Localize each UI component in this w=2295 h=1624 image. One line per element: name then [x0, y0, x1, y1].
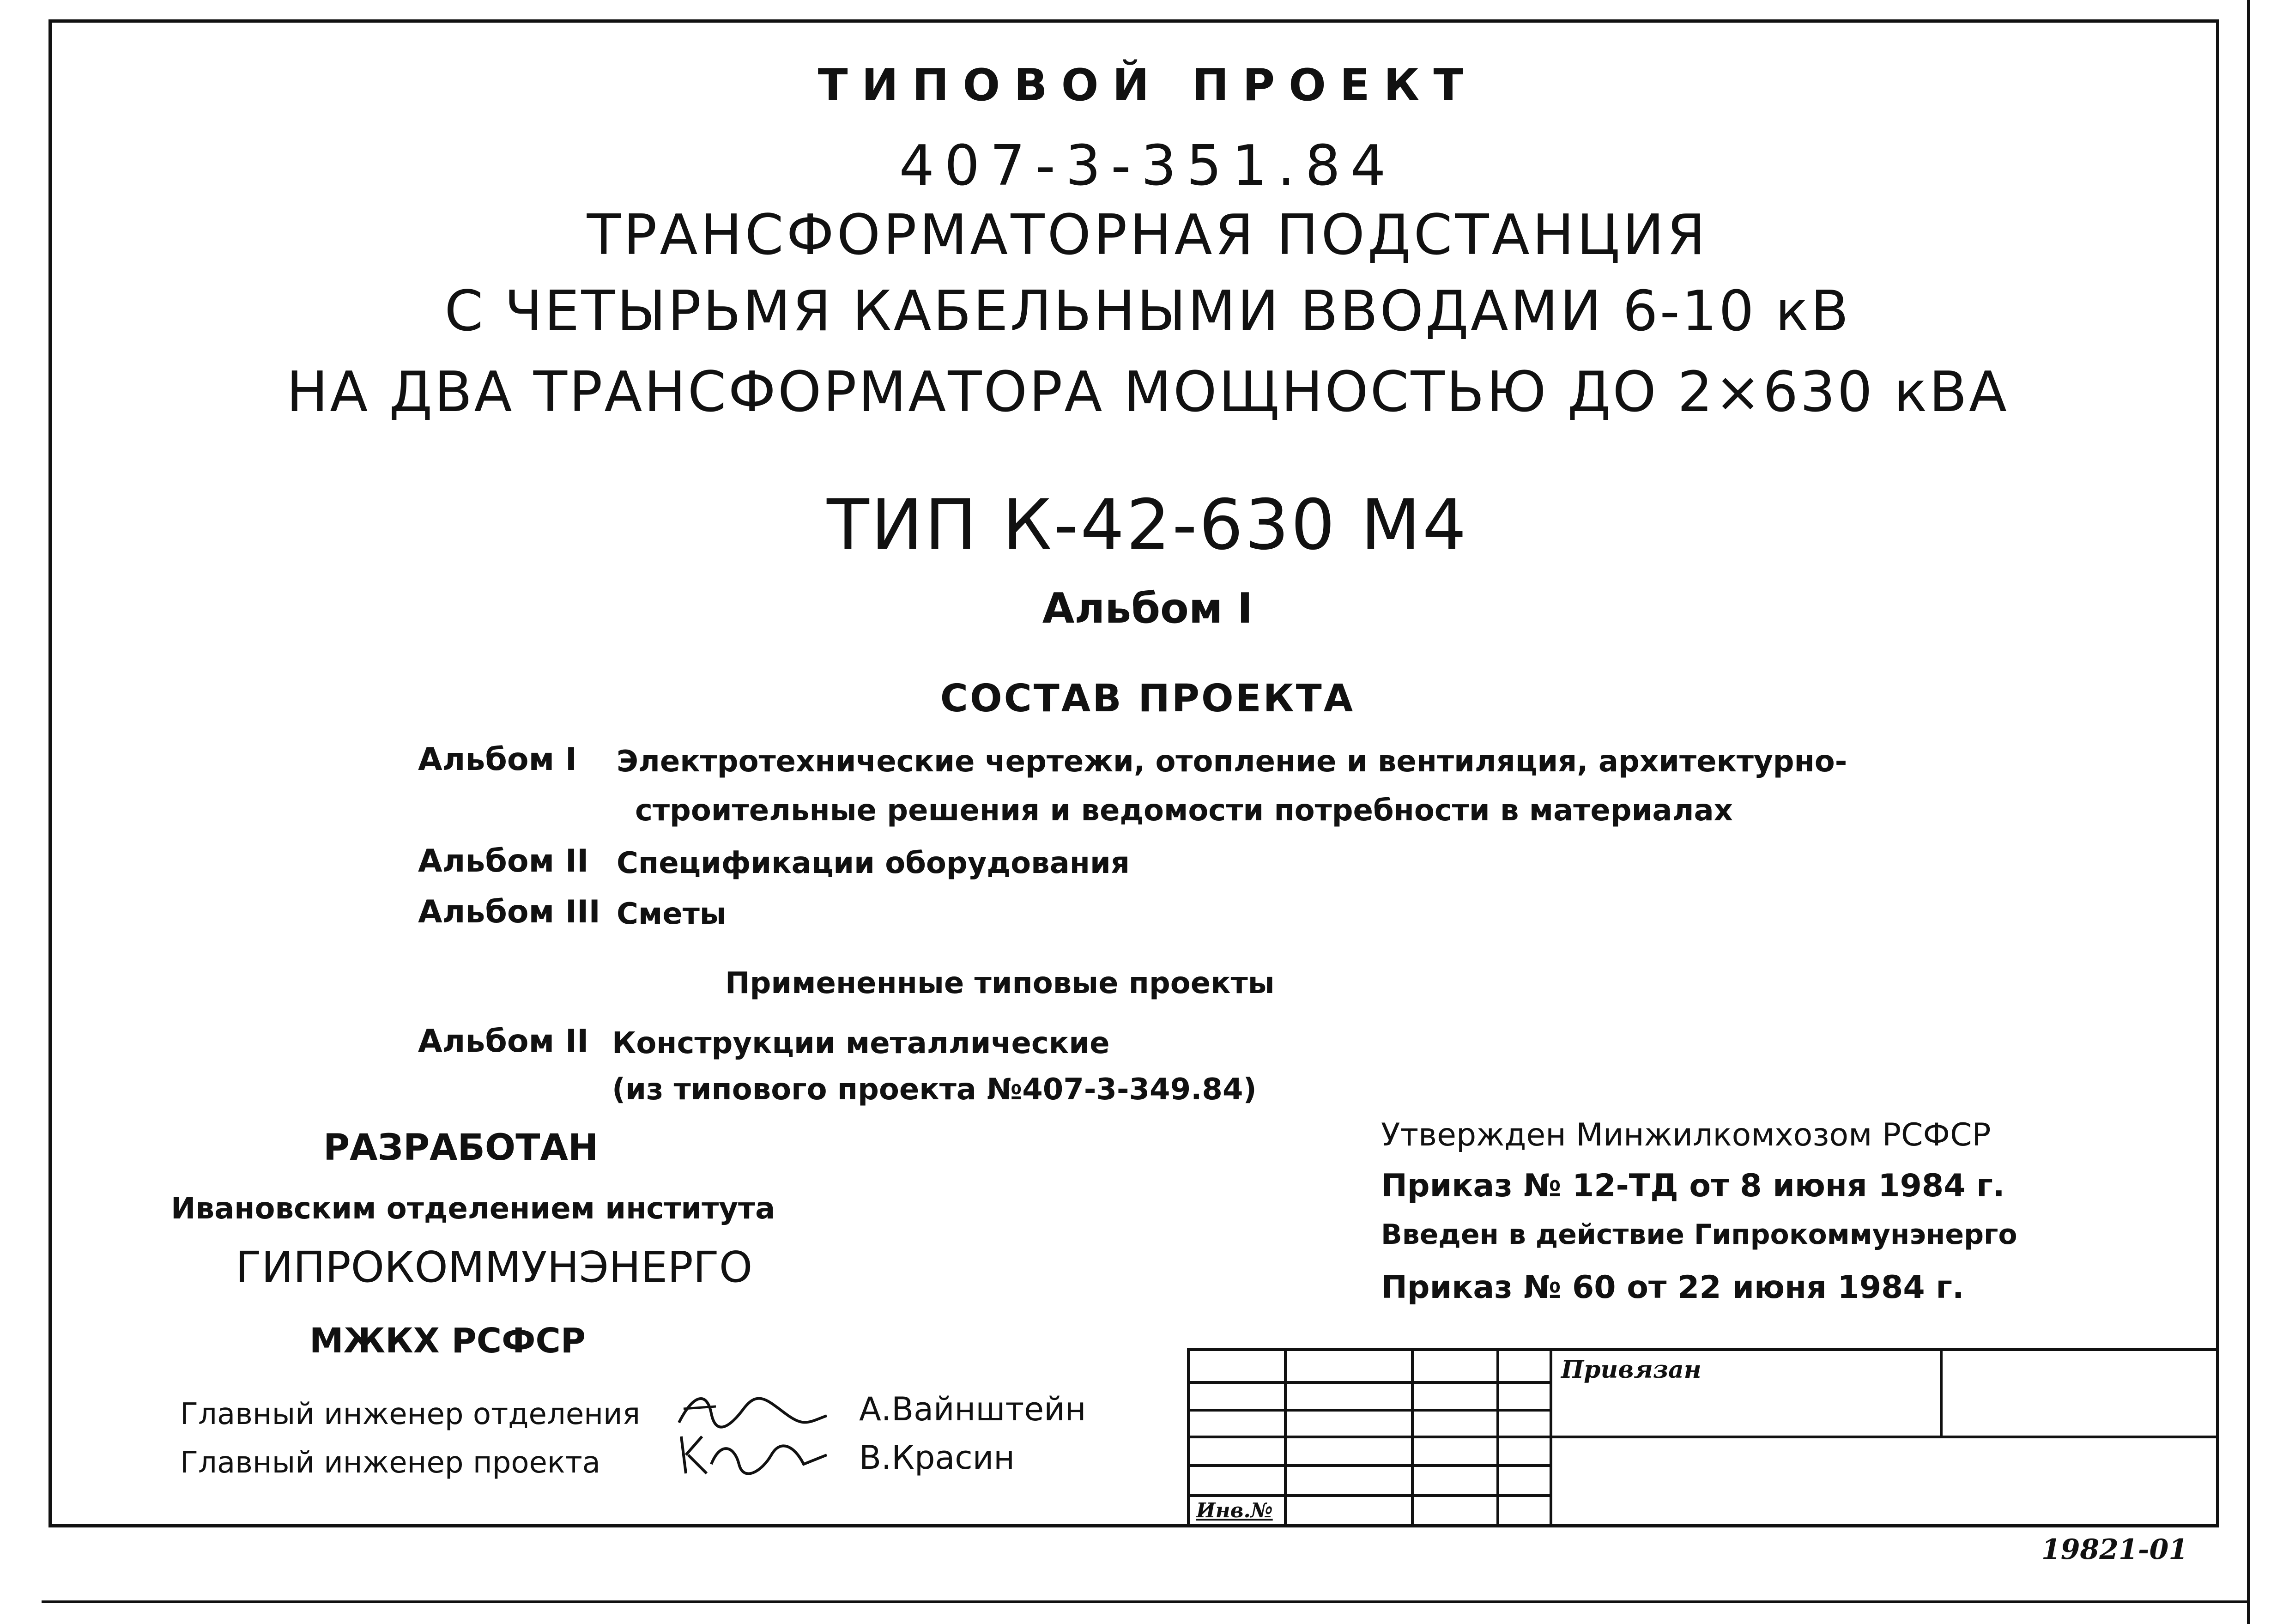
album-1-text: Электротехнические чертежи, отопление и вентиляция, архитектурно-	[617, 745, 1847, 779]
album-1-name: Альбом I	[418, 741, 577, 778]
album-3-name: Альбом III	[418, 894, 600, 930]
composition-heading: СОСТАВ ПРОЕКТА	[940, 677, 1355, 721]
approval-line-4: Приказ № 60 от 22 июня 1984 г.	[1381, 1269, 1964, 1306]
album-label: Альбом I	[1042, 584, 1253, 633]
project-number: 407-3-351.84	[899, 134, 1396, 198]
album-1-text-cont: строительные решения и ведомости потребности в материалах	[635, 794, 1733, 828]
signature-name-2: В.Красин	[859, 1439, 1015, 1477]
handwritten-signature-2	[674, 1427, 831, 1483]
developer-org: ГИПРОКОММУНЭНЕРГО	[236, 1242, 753, 1292]
stamp-row-3	[1187, 1436, 2219, 1438]
applied-album-text: Конструкции металлические	[612, 1026, 1110, 1060]
bottom-trim-line	[42, 1600, 2249, 1603]
title-line-2: С ЧЕТЫРЬМЯ КАБЕЛЬНЫМИ ВВОДАМИ 6-10 кВ	[444, 279, 1851, 344]
developer-line: Ивановским отделением института	[171, 1192, 775, 1226]
album-2-name: Альбом II	[418, 843, 589, 879]
approval-line-3: Введен в действие Гипрокоммунэнерго	[1381, 1218, 2017, 1251]
approval-line-2: Приказ № 12-ТД от 8 июня 1984 г.	[1381, 1168, 2005, 1204]
stamp-row-2	[1187, 1409, 1552, 1412]
album-2-text: Спецификации оборудования	[617, 846, 1130, 880]
album-3-text: Сметы	[617, 897, 727, 931]
signature-role-1: Главный инженер отделения	[180, 1397, 641, 1431]
signature-name-1: А.Вайнштейн	[859, 1390, 1086, 1428]
stamp-attached-label: Привязан	[1561, 1356, 1702, 1384]
approval-line-1: Утвержден Минжилкомхозом РСФСР	[1381, 1117, 1991, 1153]
sheet-code: 19821-01	[2041, 1533, 2188, 1566]
stamp-row-5	[1187, 1494, 1552, 1497]
stamp-row-1	[1187, 1381, 1552, 1384]
project-type: ТИПОВОЙ ПРОЕКТ	[817, 60, 1478, 111]
developer-heading: РАЗРАБОТАН	[323, 1127, 599, 1169]
developer-ministry: МЖКХ РСФСР	[309, 1321, 586, 1361]
type-label: ТИП К-42-630 М4	[827, 485, 1468, 565]
signature-role-2: Главный инженер проекта	[180, 1446, 600, 1480]
title-line-3: НА ДВА ТРАНСФОРМАТОРА МОЩНОСТЬЮ ДО 2×630 кВА	[286, 360, 2009, 424]
applied-album-source: (из типового проекта №407-3-349.84)	[612, 1073, 1257, 1107]
stamp-row-4	[1187, 1464, 1552, 1467]
title-line-1: ТРАНСФОРМАТОРНАЯ ПОДСТАНЦИЯ	[587, 203, 1708, 267]
applied-album-name: Альбом II	[418, 1023, 589, 1060]
applied-heading: Примененные типовые проекты	[725, 966, 1275, 1000]
stamp-inv-label: Инв.№	[1196, 1499, 1273, 1522]
stamp-col-5	[1940, 1348, 1943, 1436]
